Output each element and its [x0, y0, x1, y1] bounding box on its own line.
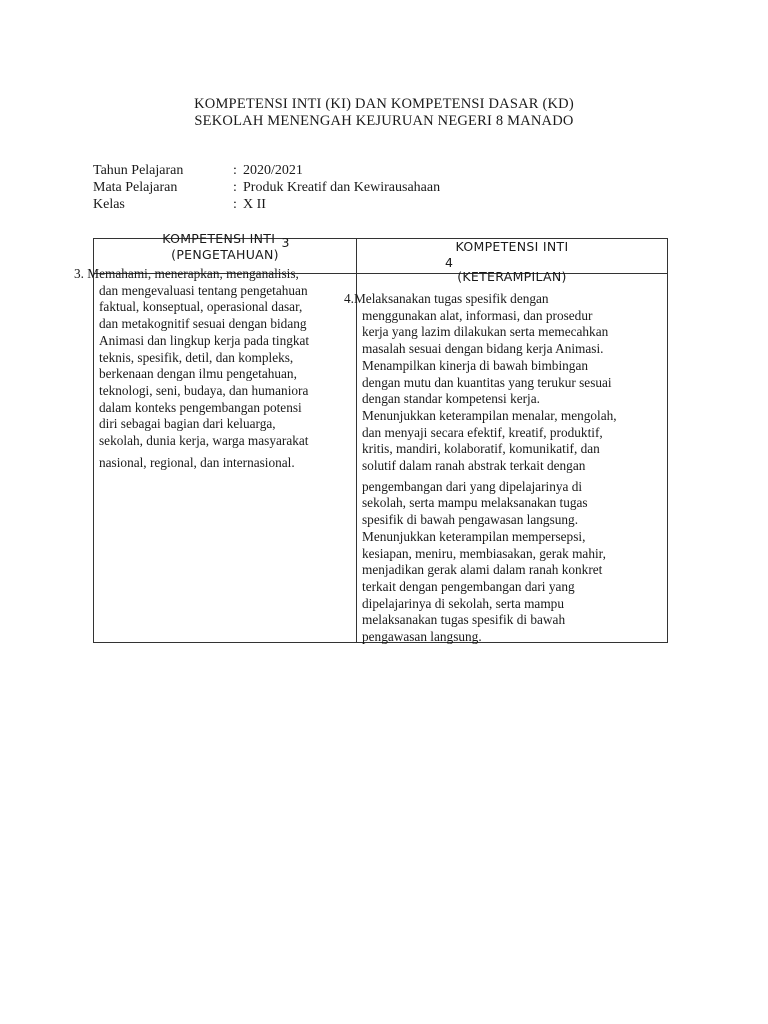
right-body-line: kritis, mandiri, kolaboratif, komunikatif, dan: [362, 441, 600, 457]
competency-table: [74, 231, 668, 645]
right-body-line: masalah sesuai dengan bidang kerja Animasi.: [362, 341, 604, 357]
right-body-line: pengembangan dari yang dipelajarinya di: [362, 478, 583, 494]
meta-row-class: [93, 196, 440, 213]
left-body-line: dan mengevaluasi tentang pengetahuan: [99, 282, 308, 298]
document-title: [0, 96, 768, 130]
right-body-line: dengan standar kompetensi kerja.: [362, 391, 540, 407]
left-body-line: Animasi dan lingkup kerja pada tingkat: [99, 332, 310, 348]
left-body-line: teknologi, seni, budaya, dan humaniora: [99, 382, 309, 398]
left-body-line: teknis, spesifik, detil, dan kompleks,: [99, 349, 294, 365]
meta-label: Tahun Pelajaran: [93, 163, 184, 178]
left-column-body: [74, 266, 351, 471]
left-body-line: diri sebagai bagian dari keluarga,: [99, 416, 276, 432]
left-body-line: sekolah, dunia kerja, warga masyarakat: [99, 433, 309, 449]
right-body-line: Menampilkan kinerja di bawah bimbingan: [362, 357, 588, 373]
left-header-subtitle: (PENGETAHUAN): [171, 247, 279, 262]
left-header-title: KOMPETENSI INTI: [162, 231, 276, 246]
right-body-line: dan menyaji secara efektif, kreatif, produktif,: [362, 424, 603, 440]
right-body-line: menggunakan alat, informasi, dan prosedur: [362, 307, 593, 323]
title-line-1: KOMPETENSI INTI (KI) DAN KOMPETENSI DASAR (KD): [194, 96, 574, 112]
right-body-line: spesifik di bawah pengawasan langsung.: [362, 512, 579, 528]
right-body-line: Menunjukkan keterampilan mempersepsi,: [362, 528, 586, 544]
meta-value: 2020/2021: [243, 163, 303, 178]
meta-row-year: [93, 162, 440, 179]
meta-value: X II: [243, 197, 266, 212]
right-column-body: [344, 291, 667, 646]
right-column-header: [357, 239, 667, 285]
right-body-line: terkait dengan pengembangan dari yang: [362, 578, 575, 594]
right-body-line: dengan mutu dan kuantitas yang terukur sesuai: [362, 374, 612, 390]
right-body-line: dipelajarinya di sekolah, serta mampu: [362, 595, 564, 611]
meta-label: Kelas: [93, 197, 125, 212]
left-header-number: 3: [281, 235, 290, 250]
right-body-line: pengawasan langsung.: [362, 629, 482, 645]
right-body-line: Menunjukkan keterampilan menalar, mengolah,: [362, 407, 617, 423]
meta-value: Produk Kreatif dan Kewirausahaan: [243, 180, 441, 195]
metadata-block: [93, 162, 440, 213]
left-body-line: berkenaan dengan ilmu pengetahuan,: [99, 366, 297, 382]
title-line-2: SEKOLAH MENENGAH KEJURUAN NEGERI 8 MANADO: [194, 113, 574, 129]
meta-label: Mata Pelajaran: [93, 180, 178, 195]
right-header-number: 4: [445, 255, 454, 270]
right-body-line: solutif dalam ranah abstrak terkait dengan: [362, 458, 586, 474]
right-body-line: kerja yang lazim dilakukan serta memecahkan: [362, 324, 609, 340]
right-header-title: KOMPETENSI INTI: [455, 239, 569, 254]
right-header-subtitle: (KETERAMPILAN): [457, 269, 567, 284]
right-body-line: kesiapan, meniru, membiasakan, gerak mahir,: [362, 545, 606, 561]
left-column-header: [94, 231, 356, 263]
right-body-line: sekolah, serta mampu melaksanakan tugas: [362, 495, 588, 511]
left-body-line: faktual, konseptual, operasional dasar,: [99, 299, 303, 315]
right-body-line: melaksanakan tugas spesifik di bawah: [362, 612, 566, 628]
meta-row-subject: [93, 179, 440, 196]
left-body-line: nasional, regional, dan internasional.: [99, 454, 295, 470]
meta-separator: :: [233, 163, 237, 178]
right-body-line: menjadikan gerak alami dalam ranah konkret: [362, 562, 603, 578]
left-body-line: dalam konteks pengembangan potensi: [99, 399, 302, 415]
left-body-line: 3. Memahami, menerapkan, menganalisis,: [74, 266, 299, 281]
meta-separator: :: [233, 197, 237, 212]
left-body-line: dan metakognitif sesuai dengan bidang: [99, 316, 307, 332]
meta-separator: :: [233, 180, 237, 195]
right-body-line: 4.Melaksanakan tugas spesifik dengan: [344, 291, 549, 306]
